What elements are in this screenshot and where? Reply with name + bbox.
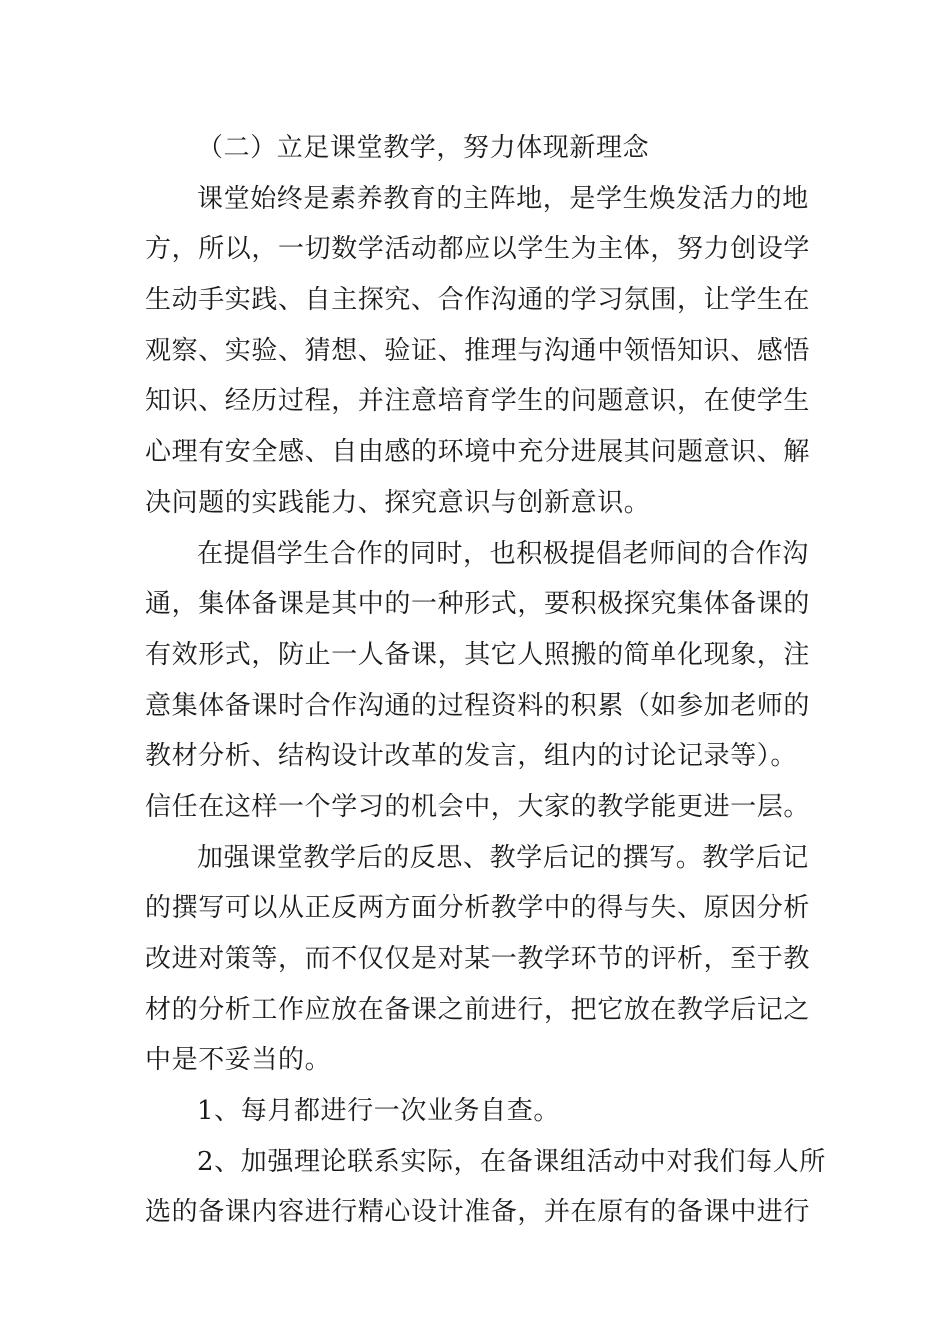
text-line: 1、每月都进行一次业务自查。 xyxy=(197,1096,560,1127)
document-body xyxy=(145,123,826,1238)
text-line: 信任在这样一个学习的机会中，大家的教学能更进一层。 xyxy=(145,791,811,822)
text-line: 知识、经历过程，并注意培育学生的问题意识，在使学生 xyxy=(145,386,811,417)
text-line: 在提倡学生合作的同时，也积极提倡老师间的合作沟 xyxy=(197,538,809,569)
text-line: 教材分析、结构设计改革的发言，组内的讨论记录等）。 xyxy=(145,741,798,772)
text-line: 中是不妥当的。 xyxy=(145,1045,332,1076)
text-line: 观察、实验、猜想、验证、推理与沟通中领悟知识、感悟 xyxy=(145,335,811,366)
text-line: 2、加强理论联系实际，在备课组活动中对我们每人所 xyxy=(197,1146,826,1177)
text-line: 心理有安全感、自由感的环境中充分进展其问题意识、解 xyxy=(145,437,811,468)
text-line: （二）立足课堂教学，努力体现新理念 xyxy=(197,133,650,163)
text-line: 加强课堂教学后的反思、教学后记的撰写。教学后记 xyxy=(197,842,809,873)
text-line: 有效形式，防止一人备课，其它人照搬的简单化现象，注 xyxy=(145,639,811,670)
text-line: 通，集体备课是其中的一种形式，要积极探究集体备课的 xyxy=(145,589,811,620)
text-line: 生动手实践、自主探究、合作沟通的学习氛围，让学生在 xyxy=(145,285,811,316)
text-line: 意集体备课时合作沟通的过程资料的积累（如参加老师的 xyxy=(145,690,811,721)
text-line: 材的分析工作应放在备课之前进行，把它放在教学后记之 xyxy=(145,994,811,1025)
text-line: 课堂始终是素养教育的主阵地，是学生焕发活力的地 xyxy=(197,183,809,214)
text-line: 方，所以，一切数学活动都应以学生为主体，努力创设学 xyxy=(145,234,811,265)
text-line: 改进对策等，而不仅仅是对某一教学环节的评析，至于教 xyxy=(145,944,811,974)
text-line: 的撰写可以从正反两方面分析教学中的得与失、原因分析 xyxy=(145,893,811,924)
text-line: 选的备课内容进行精心设计准备，并在原有的备课中进行 xyxy=(145,1197,811,1228)
text-line: 决问题的实践能力、探究意识与创新意识。 xyxy=(145,487,651,518)
